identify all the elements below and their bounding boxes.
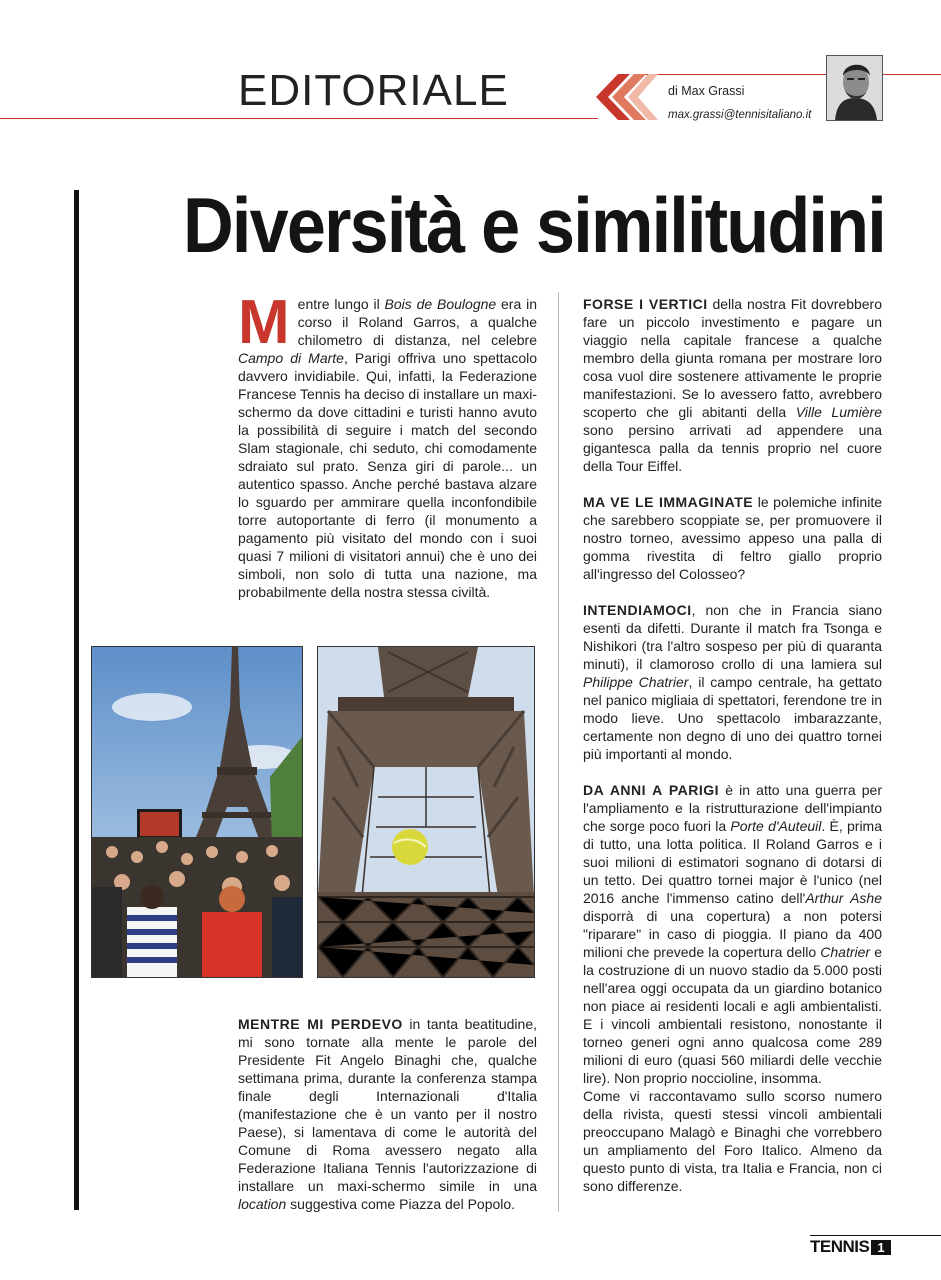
- dropcap: M: [238, 288, 290, 357]
- paragraph-lead: INTENDIAMOCI: [583, 602, 692, 618]
- paragraph-lead: FORSE I VERTICI: [583, 296, 708, 312]
- column-2: [583, 295, 882, 1195]
- text-run: . È, prima di tutto, una lotta politica. Il Roland Garros e i suoi milioni di estimatori sognano di dotarsi di un tetto. Dei quattro tornei major è l'unico (nel 2016 anche l'immenso catino dell': [583, 818, 882, 906]
- photo-eiffel-ball: [317, 646, 535, 978]
- emphasis: Arthur Ashe: [805, 890, 883, 906]
- footer-rule: [810, 1235, 941, 1236]
- text-run: Come vi raccontavamo sullo scorso numero della rivista, questi stessi vincoli ambientali preoccupano Malagò e Binaghi che vorrebbero un ampliamento del Foro Italico. Almeno da questo punto di vista, tra Italia e Francia, non ci sono differenze.: [583, 1088, 882, 1194]
- text-run: disporrà di una copertura) a non potersi "riparare" in caso di pioggia. Il piano da 400 milioni che prevede la copertura dello: [583, 908, 882, 960]
- paragraph-lead: MENTRE MI PERDEVO: [238, 1016, 403, 1032]
- text-run: entre lungo il: [297, 296, 385, 312]
- author-email[interactable]: max.grassi@tennisitaliano.it: [668, 109, 812, 121]
- paragraph: [583, 1087, 882, 1195]
- chevrons-icon: [590, 74, 658, 120]
- text-run: suggestiva come Piazza del Popolo.: [286, 1196, 516, 1212]
- brand-name: TENNIS: [810, 1237, 870, 1256]
- text-run: le polemiche infinite che sarebbero scoppiate se, per promuovere il nostro torneo, avessimo appeso una palla di gomma rivestita di feltro giallo proprio all'ingresso del Colosseo?: [583, 494, 882, 582]
- photo-eiffel-crowd: [91, 646, 303, 978]
- accent-bar: [74, 190, 79, 1210]
- text-run: era in corso il Roland Garros, a qualche chilometro di distanza, nel celebre: [297, 296, 537, 348]
- paragraph: [583, 493, 882, 583]
- emphasis: location: [238, 1196, 287, 1212]
- header-rule-left: [0, 118, 598, 119]
- emphasis: Campo di Marte: [238, 350, 344, 366]
- paragraph-lead: DA ANNI A PARIGI: [583, 782, 720, 798]
- magazine-logo: [810, 1237, 891, 1257]
- emphasis: Ville Lumière: [795, 404, 883, 420]
- text-run: sono persino arrivati ad appendere una gigantesca palla da tennis proprio nel cuore della Tour Eiffel.: [583, 422, 882, 474]
- author-photo: [826, 55, 883, 121]
- text-run: , non che in Francia siano esenti da difetti. Durante il match fra Tsonga e Nishikori (tra l'altro sospeso per più di quaranta minuti), il clamoroso crollo di una lamiera sul: [583, 602, 882, 672]
- header-rule-right: [640, 74, 941, 75]
- column-divider: [558, 292, 559, 1212]
- headline: Diversità e similitudini: [183, 181, 885, 269]
- paragraph-lead: MA VE LE IMMAGINATE: [583, 494, 754, 510]
- paragraph: [238, 1015, 537, 1213]
- column-1-bottom: [238, 1015, 537, 1213]
- emphasis: Chatrier: [820, 944, 871, 960]
- text-run: e la costruzione di un nuovo stadio da 5.000 posti nell'area oggi occupata da un giardino botanico non piace ai residenti locali e agli ambientalisti. E i vincoli ambientali resistono, nonostante il torneo generi ogni anno qualcosa come 289 milioni di euro (quasi 560 miliardi delle vecchie lire). Non proprio noccioline, insomma.: [583, 944, 882, 1086]
- section-title: EDITORIALE: [238, 66, 509, 115]
- page-number: 1: [871, 1240, 890, 1255]
- author-name: di Max Grassi: [668, 84, 745, 98]
- text-run: , Parigi offriva uno spettacolo davvero invidiabile. Qui, infatti, la Federazione Francese Tennis ha deciso di installare un maxi-schermo da dove cittadini e turisti hanno avuto la possibilità di seguire i match del secondo Slam stagionale, chi seduto, chi comodamente sdraiato sul prato. Senza giri di parole... un autentico spasso. Anche perché bastava alzare lo sguardo per ammirare quella inconfondibile torre autoportante di ferro (il monumento a pagamento più visitato del mondo con i suoi quasi 7 milioni di visitatori annui) che è uno dei simboli, non solo di tutta una nazione, ma probabilmente della nostra stessa civiltà.: [238, 350, 537, 600]
- paragraph: [583, 601, 882, 763]
- emphasis: Bois de Boulogne: [384, 296, 497, 312]
- emphasis: Philippe Chatrier: [583, 674, 689, 690]
- text-run: della nostra Fit dovrebbero fare un piccolo investimento e pagare un viaggio nella capitale francese a qualche membro della giunta romana per mostrare loro cosa vuol dire sostenere attivamente le proprie manifestazioni. Se lo avessero fatto, avrebbero scoperto che gli abitanti della: [583, 296, 882, 420]
- text-run: è in atto una guerra per l'ampliamento e la ristrutturazione dell'impianto che sorge poco fuori la: [583, 782, 882, 834]
- text-run: in tanta beatitudine, mi sono tornate alla mente le parole del Presidente Fit Angelo Binaghi che, qualche settimana prima, durante la conferenza stampa finale degli Internazionali d'Italia (manifestazione che è un vanto per il nostro Paese), si lamentava di come le autorità del Comune di Roma avessero negato alla Federazione Italiana Tennis l'autorizzazione di installare un maxi-schermo simile in una: [238, 1016, 537, 1194]
- text-run: , il campo centrale, ha gettato nel panico migliaia di spettatori, ferendone tre in modo lieve. Uno spettacolo imbarazzante, certamente non degno di uno dei quattro tornei più importanti al mondo.: [583, 674, 882, 762]
- column-1-top: [238, 288, 537, 601]
- paragraph: [583, 295, 882, 475]
- paragraph: [583, 781, 882, 1087]
- emphasis: Porte d'Auteuil: [730, 818, 822, 834]
